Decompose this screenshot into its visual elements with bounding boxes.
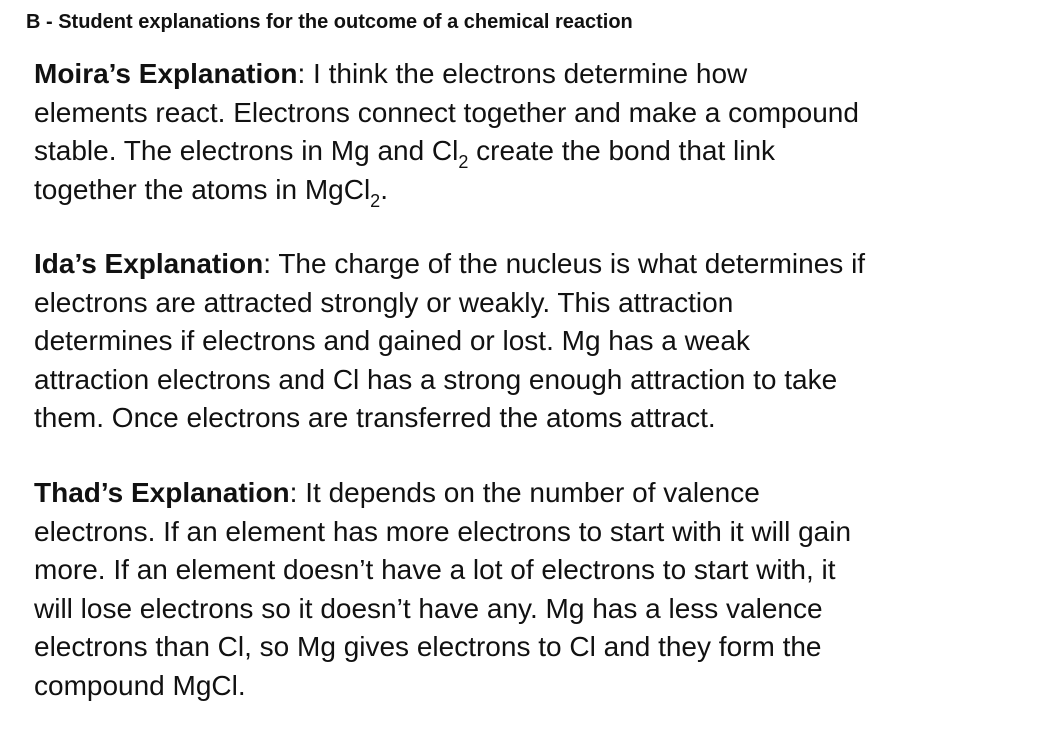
- moira-text-1: I think the electrons determine how: [313, 58, 748, 89]
- ida-label-colon: :: [263, 248, 279, 279]
- thad-line-1: [34, 474, 1024, 513]
- section-heading: B - Student explanations for the outcome of a chemical reaction: [26, 11, 633, 33]
- moira-text-3b: create the bond that link: [468, 135, 776, 166]
- ida-label: Ida’s Explanation: [34, 248, 264, 279]
- moira-label-colon: :: [297, 58, 314, 89]
- ida-text-1: The charge of the nucleus is what determines if: [278, 248, 866, 279]
- ida-line-2: electrons are attracted strongly or weakly. This attraction: [34, 286, 734, 318]
- thad-line-5: electrons than Cl, so Mg gives electrons to Cl and they form the: [34, 631, 822, 662]
- thad-label: Thad’s Explanation: [34, 477, 290, 508]
- moira-subscript-cl2: 2: [458, 152, 469, 172]
- ida-line-1: [34, 245, 1024, 284]
- thad-explanation: [34, 474, 1024, 705]
- moira-subscript-mgcl2: 2: [370, 190, 381, 211]
- thad-text-1: It depends on the number of valence: [305, 477, 760, 508]
- thad-line-6: compound MgCl.: [34, 669, 246, 701]
- moira-text-4a: together the atoms in MgCl: [34, 173, 371, 205]
- ida-line-4: attraction electrons and Cl has a strong enough attraction to take: [34, 363, 838, 395]
- moira-line-4: [34, 171, 1024, 210]
- moira-line-1: [34, 55, 1024, 94]
- moira-line-2: elements react. Electrons connect together and make a compound: [34, 96, 859, 128]
- ida-line-5: them. Once electrons are transferred the atoms attract.: [34, 402, 716, 433]
- moira-label: Moira’s Explanation: [34, 58, 298, 89]
- moira-explanation: [34, 55, 1024, 209]
- thad-line-2: electrons. If an element has more electrons to start with it will gain: [34, 515, 852, 547]
- thad-line-3: more. If an element doesn’t have a lot of electrons to start with, it: [34, 554, 836, 585]
- moira-line-3: [34, 132, 1024, 171]
- moira-text-4b: .: [380, 173, 388, 205]
- ida-line-3: determines if electrons and gained or lost. Mg has a weak: [34, 325, 750, 356]
- thad-label-colon: :: [289, 477, 306, 508]
- moira-text-3a: stable. The electrons in Mg and Cl: [34, 135, 459, 166]
- thad-line-4: will lose electrons so it doesn’t have any. Mg has a less valence: [34, 592, 823, 624]
- ida-explanation: [34, 245, 1024, 438]
